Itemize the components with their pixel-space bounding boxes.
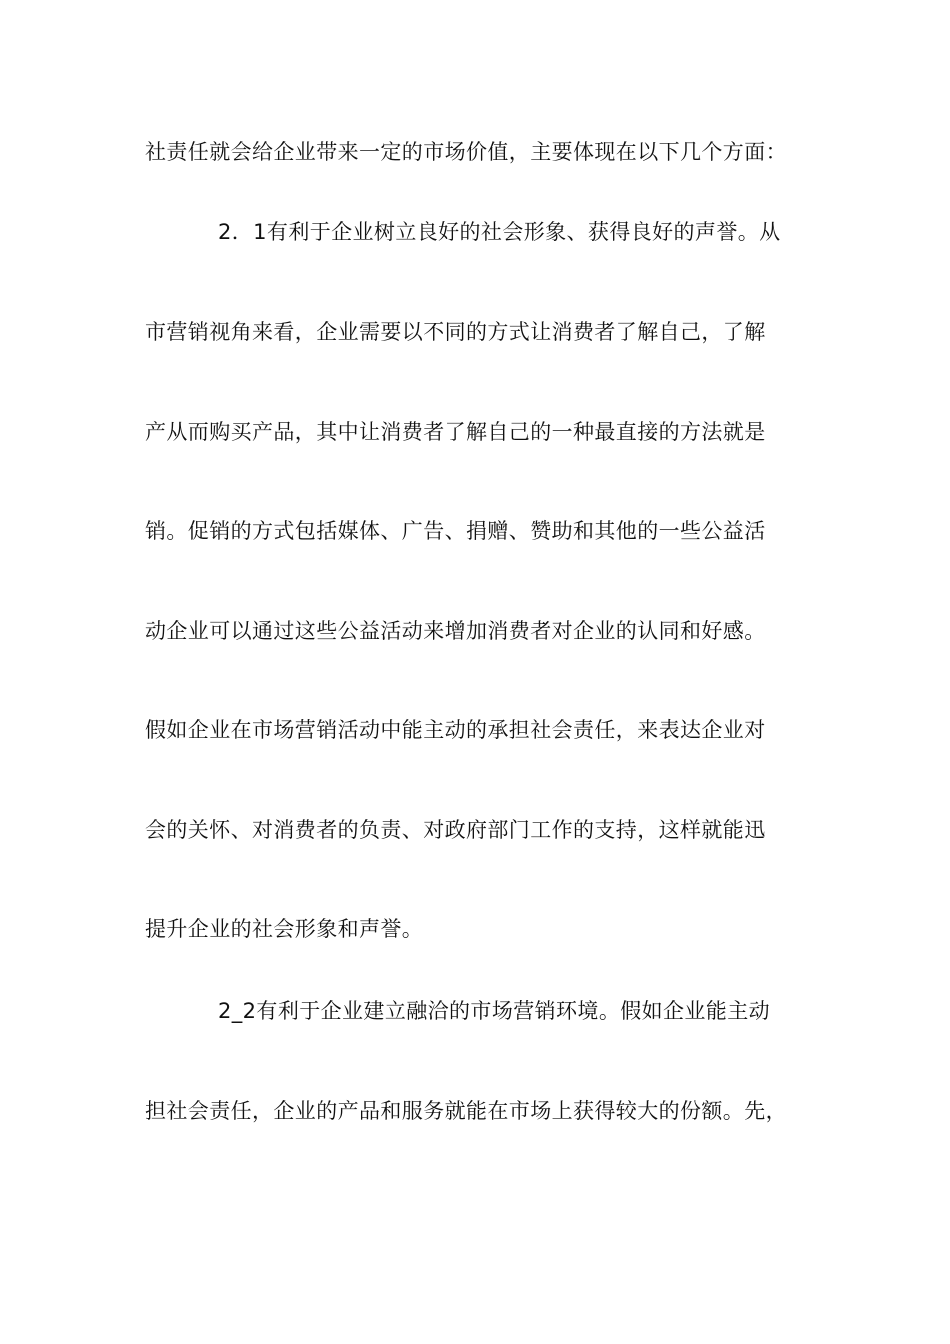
body-text-line: 社责任就会给企业带来一定的市场价值，主要体现在以下几个方面：	[145, 140, 787, 164]
section-heading-2-1: 2．1有利于企业树立良好的社会形象、获得良好的声誉。从	[218, 220, 781, 244]
body-text-line: 市营销视角来看，企业需要以不同的方式让消费者了解自己，了解	[145, 320, 766, 344]
body-text-line: 产从而购买产品，其中让消费者了解自己的一种最直接的方法就是	[145, 420, 766, 444]
body-text-line: 会的关怀、对消费者的负责、对政府部门工作的支持，这样就能迅	[145, 818, 766, 842]
body-text-line: 假如企业在市场营销活动中能主动的承担社会责任，来表达企业对	[145, 718, 766, 742]
body-text-line: 销。促销的方式包括媒体、广告、捐赠、赞助和其他的一些公益活	[145, 519, 766, 543]
body-text-line: 动企业可以通过这些公益活动来增加消费者对企业的认同和好感。	[145, 619, 766, 643]
body-text-line: 担社会责任，企业的产品和服务就能在市场上获得较大的份额。先，	[145, 1099, 787, 1123]
section-heading-2-2: 2_2有利于企业建立融洽的市场营销环境。假如企业能主动	[218, 999, 771, 1023]
body-text-line: 提升企业的社会形象和声誉。	[145, 917, 424, 941]
